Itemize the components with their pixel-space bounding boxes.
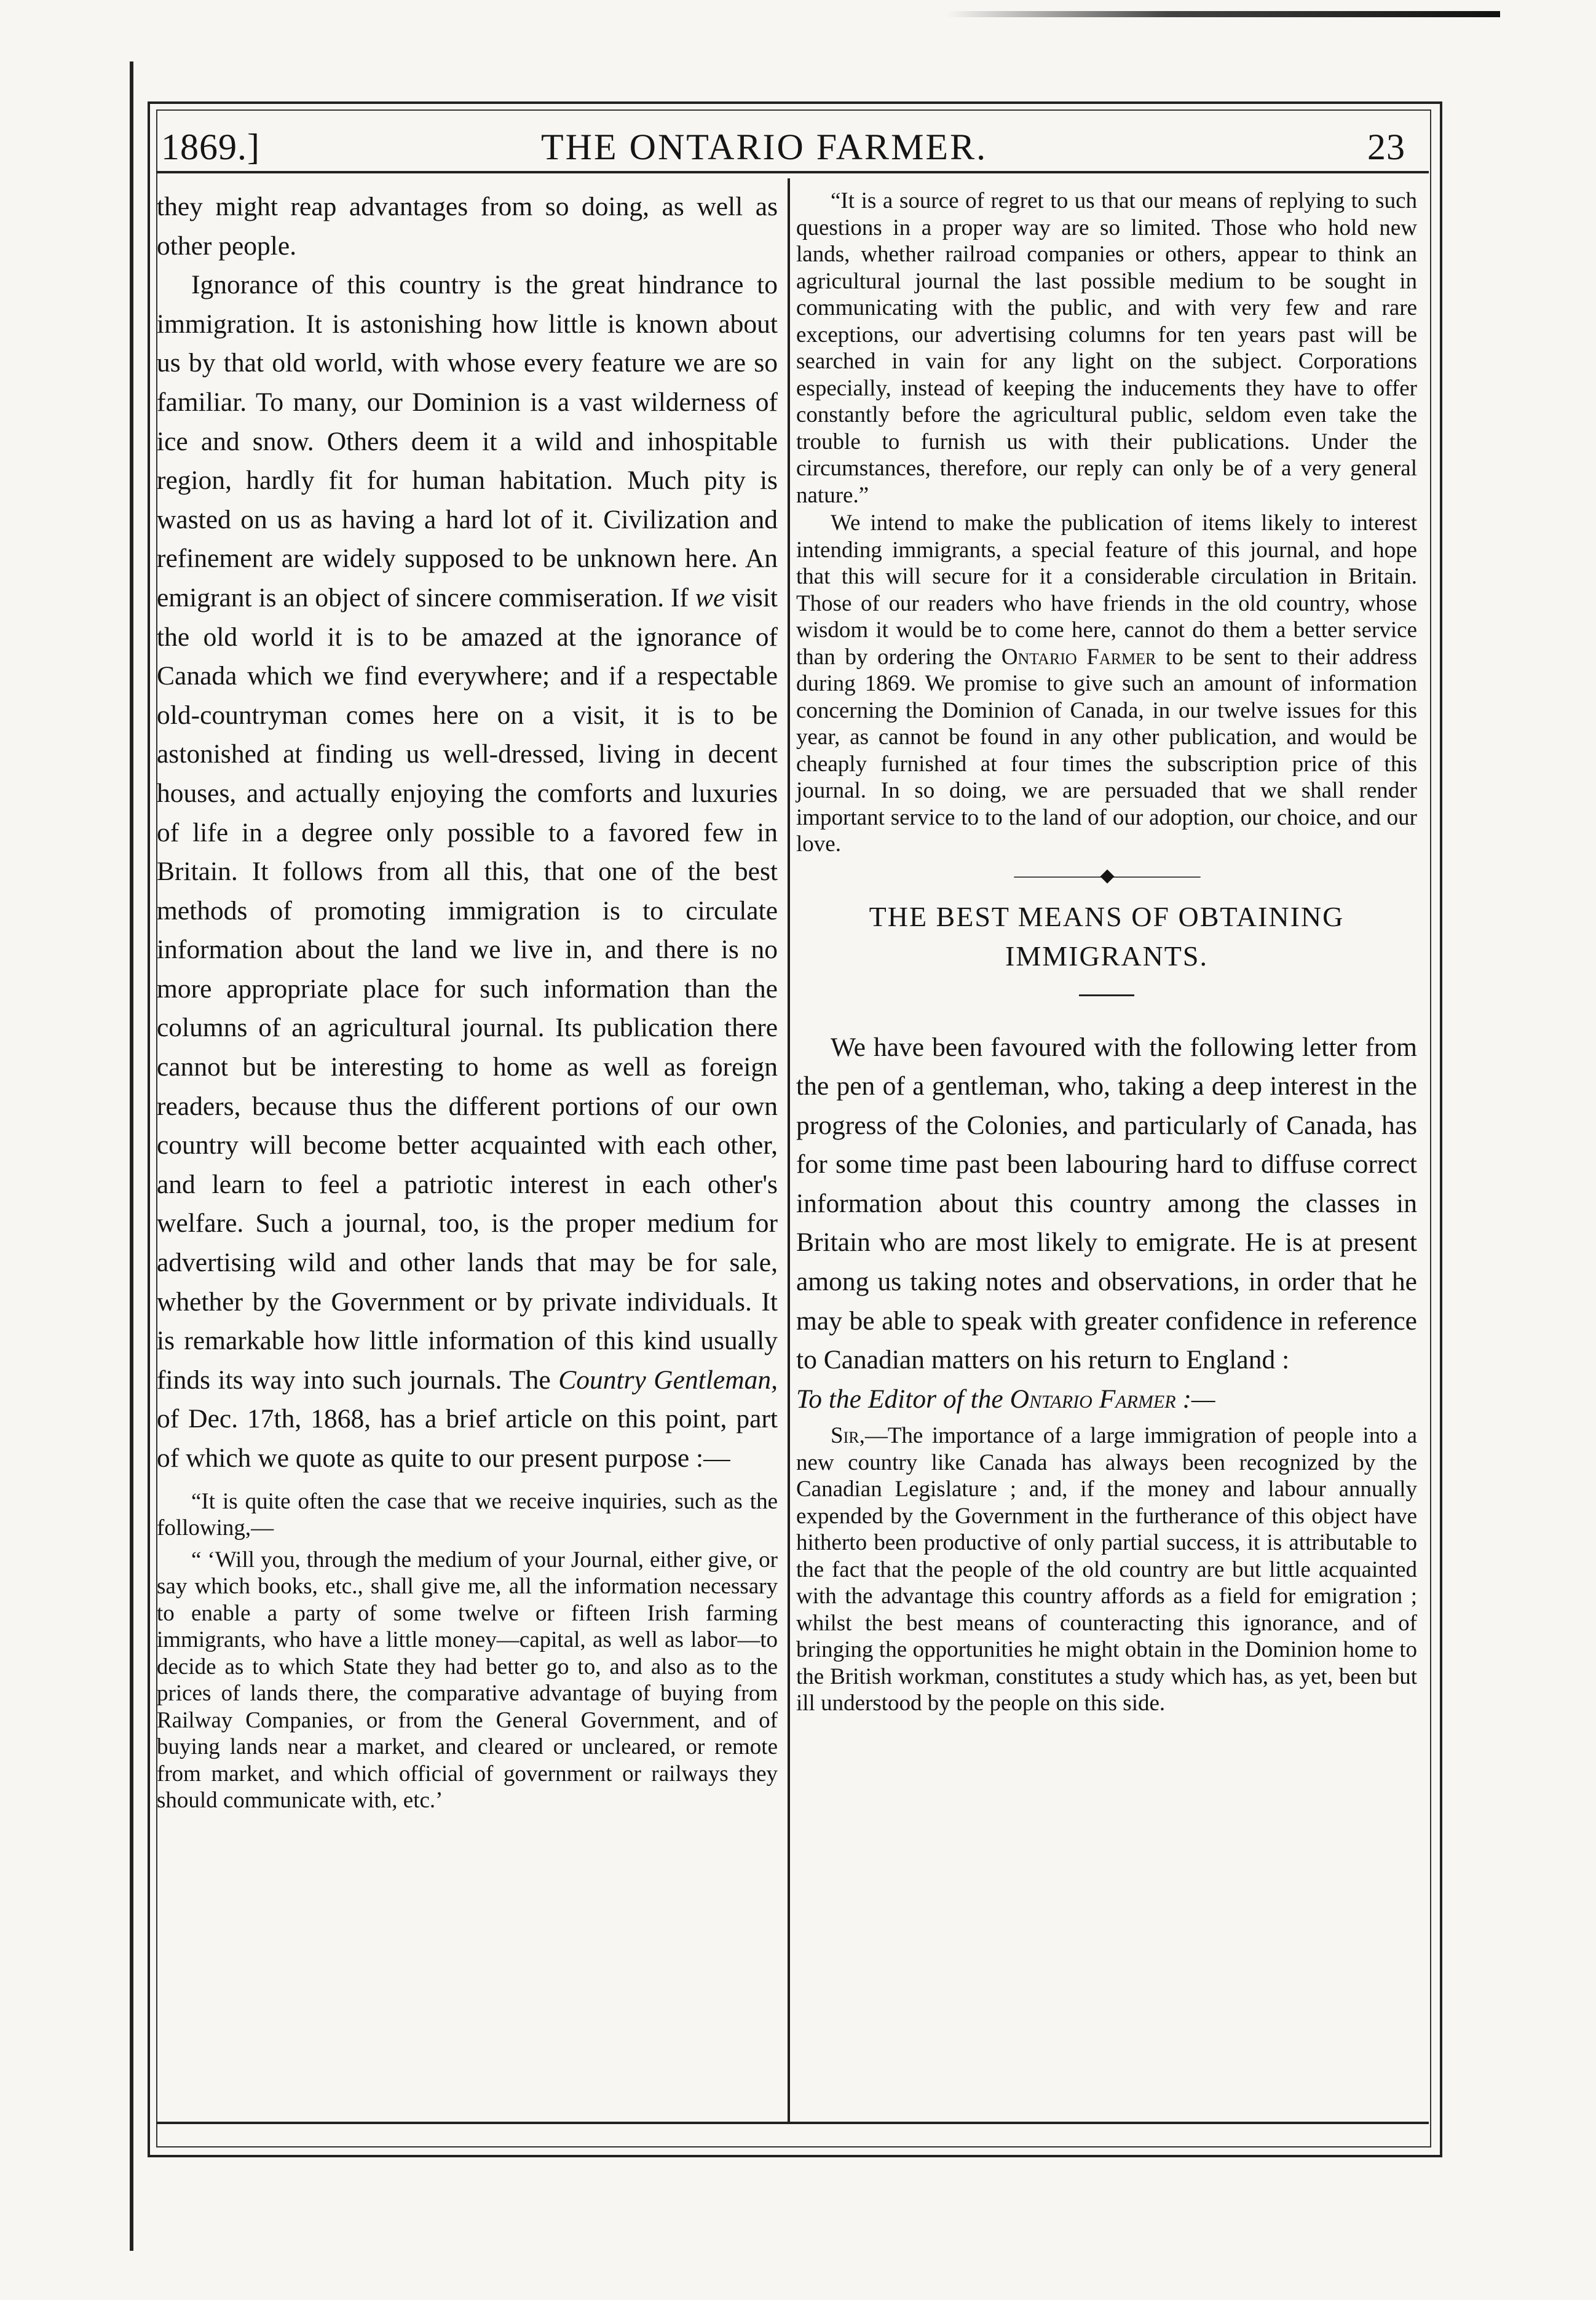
text-run: —The importance of a large immigration of people into a new country like Canada has always been recognized by the Canadian Legislature ; and, if the money and labour annually expended by the Government in the furtherance of this object have hitherto been productive of only partial success, it is attributable to the fact that the people of the old country are but little acquainted with the advantage this country affords as a field for emigration ; whilst the best means of counteracting this ignorance, and of bringing the opportunities he might obtain in the Dominion home to the British workman, constitutes a study which has, as yet, been but ill understood by the people on this side.	[796, 1423, 1417, 1716]
article-headline-line-2: IMMIGRANTS.	[1005, 940, 1208, 972]
letter-salutation	[796, 1380, 1417, 1419]
text-run: Ignorance of this country is the great hindrance to immigration. It is astonishing how little is known about us by that old world, with whose every feature we are so familiar. To many, our Dominion is a vast wilderness of ice and snow. Others deem it a wild and inhospitable region, hardly fit for human habitation. Much pity is wasted on us as having a hard lot of it. Civilization and refinement are widely supposed to be unknown here. An emigrant is an object of sincere commiseration. If	[157, 270, 778, 613]
journal-name-ontario-farmer: Ontario Farmer	[1001, 644, 1156, 670]
paragraph-continuation: they might reap advantages from so doing, as well as other people.	[157, 192, 778, 261]
letter-sir: Sir,	[831, 1423, 865, 1449]
text-run: of Dec. 17th, 1868, has a brief article on this point, part of which we quote as quite to our present purpose :—	[157, 1404, 778, 1473]
journal-name-country-gentleman: Country Gentleman,	[558, 1365, 778, 1395]
right-column	[796, 188, 1417, 1717]
page-number: 23	[1367, 127, 1405, 167]
left-column	[157, 188, 778, 1814]
emphasis-we: we	[695, 582, 725, 613]
letter-body	[796, 1422, 1417, 1717]
quote-paragraph-1: “It is quite often the case that we receive inquiries, such as the following,—	[157, 1488, 778, 1541]
article-headline-line-1: THE BEST MEANS OF OBTAINING	[869, 900, 1345, 932]
text-run: To the Editor of the	[796, 1384, 1003, 1414]
text-run: :—	[1182, 1384, 1215, 1414]
column-divider	[788, 178, 790, 2122]
paragraph-intro-letter: We have been favoured with the following letter from the pen of a gentleman, who, taking a deep interest in the progress of the Colonies, and particularly of Canada, has for some time past been labouring hard to diffuse correct information about this country among the classes in Britain who are most likely to emigrate. He is at present among us taking notes and observations, in order that he may be able to speak with greater confidence in reference to Canadian matters on his return to England :	[796, 1032, 1417, 1375]
page-title: THE ONTARIO FARMER.	[541, 127, 988, 167]
paragraph-intention	[796, 510, 1417, 858]
header-year: 1869.]	[161, 127, 260, 167]
section-divider: —————◆—————	[1014, 865, 1199, 886]
paragraph-ignorance	[157, 266, 778, 1478]
footer-rule	[156, 2122, 1429, 2124]
header-rule	[156, 171, 1429, 173]
salutation-journal-name: Ontario Farmer	[1009, 1384, 1176, 1414]
text-run: to be sent to their address during 1869. We promise to give such an amount of information concerning the Dominion of Canada, in our twelve issues for this year, as cannot be found in any other publication, and would be cheaply furnished at four times the subscription price of this journal. In so doing, we are persuaded that we shall render important service to to the land of our adoption, our choice, and our love.	[796, 644, 1418, 857]
quote-paragraph-3: “It is a source of regret to us that our means of replying to such questions in a proper way are so limited. Those who hold new lands, whether railroad companies or others, appear to think an agricultural journal the last possible medium to be sought in communicating with the public, and with very few and rare exceptions, our advertising columns for ten years past will be searched in vain for any light on the subject. Corporations especially, instead of keeping the inducements they have to offer constantly before the agricultural public, seldom even take the trouble to furnish us with their publications. Under the circumstances, therefore, our reply can only be of a very general nature.”	[796, 188, 1417, 508]
headline-rule	[1079, 994, 1134, 996]
quote-paragraph-2: “ ‘Will you, through the medium of your Journal, either give, or say which books, etc., shall give me, all the information necessary to enable a party of some twelve or fifteen Irish farming immigrants, who have a little money—capital, as well as labor—to decide as to which State they had better go to, and also as to the prices of lands there, the comparative advantage of buying from Railway Companies, or from the General Government, and of buying lands near a market, and cleared or uncleared, or remote from market, and which official of government or railways they should communicate with, etc.’	[157, 1547, 778, 1814]
binding-edge	[130, 61, 133, 2251]
top-decorative-rule	[947, 11, 1500, 17]
text-run: We intend to make the publication of items likely to interest intending immigrants, a special feature of this journal, and hope that this will secure for it a considerable circulation in Britain. Those of our readers who have friends in the old country, whose wisdom it would be to come here, cannot do them a better service than by ordering the	[796, 510, 1417, 670]
text-run: visit the old world it is to be amazed at the ignorance of Canada which we find everywhere; and if a respectable old-countryman comes here on a visit, it is to be astonished at finding us well-dressed, living in decent houses, and actually enjoying the comforts and luxuries of life in a degree only possible to a favored few in Britain. It follows from all this, that one of the best methods of promoting immigration is to circulate information about the land we live in, and there is no more appropriate place for such information than the columns of an agricultural journal. Its publication there cannot but be interesting to home as well as foreign readers, because thus the different portions of our own country will become better acquainted with each other, and learn to feel a patriotic interest in each other's welfare. Such a journal, too, is the proper medium for advertising wild and other lands that may be for sale, whether by the Government or by private individuals. It is remarkable how little information of this kind usually finds its way into such journals. The	[157, 582, 778, 1395]
